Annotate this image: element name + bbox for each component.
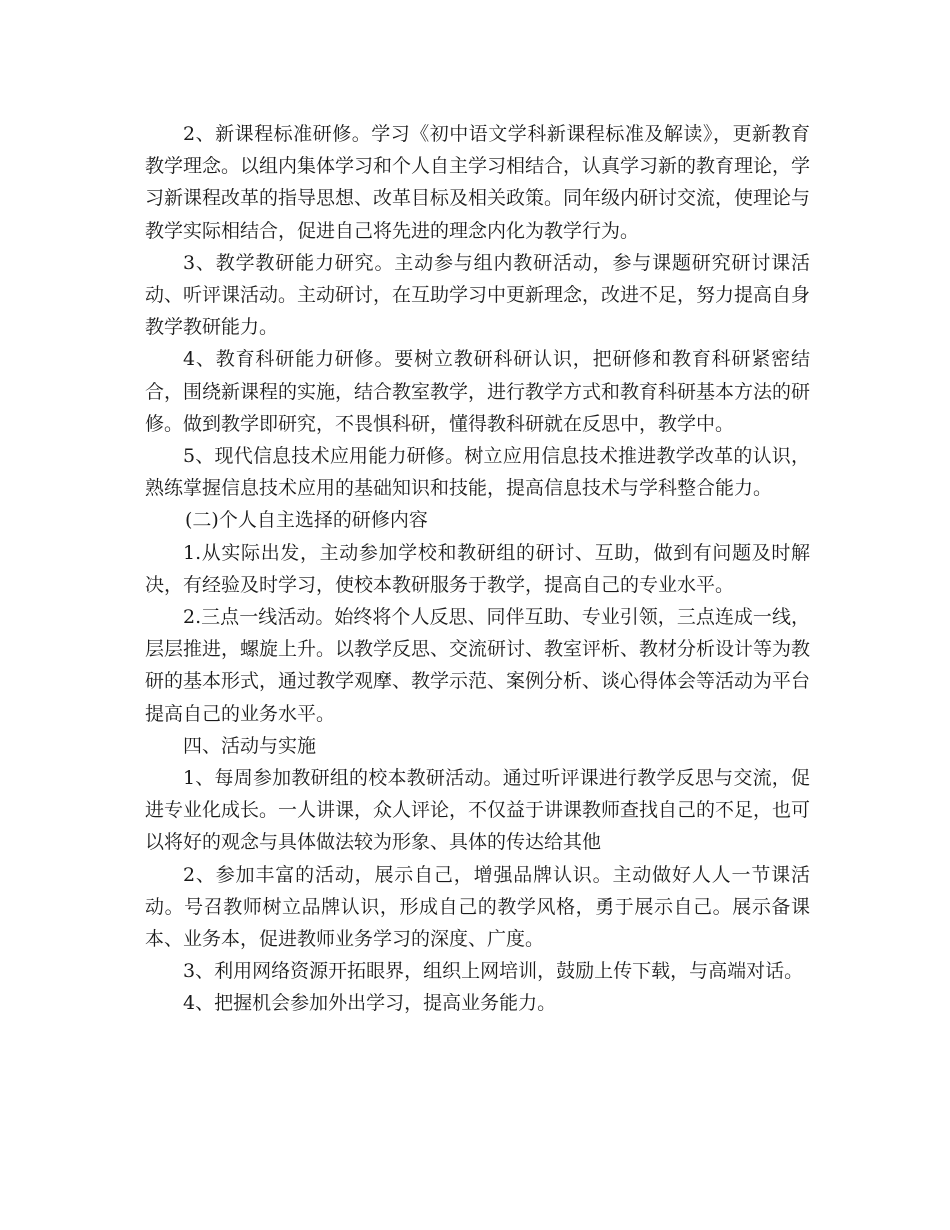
heading-activities: 四、活动与实施 <box>183 734 317 757</box>
paragraph-it-application: 5、现代信息技术应用能力研修。树立应用信息技术推进教学改革的认识，熟练掌握信息技术应用的基础知识和技能，提高信息技术与学科整合能力。 <box>145 445 810 500</box>
paragraph-rich-activities: 2、参加丰富的活动，展示自己，增强品牌认识。主动做好人人一节课活动。号召教师树立品牌认识，形成自己的教学风格，勇于展示自己。展示备课本、业务本，促进教师业务学习的深度、广度。 <box>145 863 810 951</box>
document-page <box>145 118 810 1020</box>
paragraph-new-curriculum: 2、新课程标准研修。学习《初中语文学科新课程标准及解读》，更新教育教学理念。以组内集体学习和个人自主学习相结合，认真学习新的教育理论，学习新课程改革的指导思想、改革目标及相关政策。同年级内研讨交流，使理论与教学实际相结合，促进自己将先进的理念内化为教学行为。 <box>145 123 811 242</box>
paragraph-three-points: 2.三点一线活动。始终将个人反思、同伴互助、专业引领，三点连成一线，层层推进，螺旋上升。以教学反思、交流研讨、教室评析、教材分析设计等为教研的基本形式，通过教学观摩、教学示范、案例分析、谈心得体会等活动为平台提高自己的业务水平。 <box>145 606 811 725</box>
paragraph-weekly-activity: 1、每周参加教研组的校本教研活动。通过听评课进行教学反思与交流，促进专业化成长。一人讲课，众人评论，不仅益于讲课教师查找自己的不足，也可以将好的观念与具体做法较为形象、具体的传达给其他 <box>145 767 811 854</box>
paragraph-education-research: 4、教育科研能力研修。要树立教研科研认识，把研修和教育科研紧密结合，围绕新课程的实施，结合教室教学，进行教学方式和教育科研基本方法的研修。做到教学即研究，不畏惧科研，懂得教科研就在反思中，教学中。 <box>145 348 811 435</box>
paragraph-external-learning: 4、把握机会参加外出学习，提高业务能力。 <box>183 992 557 1015</box>
paragraph-network-resources: 3、利用网络资源开拓眼界，组织上网培训，鼓励上传下载，与高端对话。 <box>183 960 804 983</box>
paragraph-teaching-research: 3、教学教研能力研究。主动参与组内教研活动，参与课题研究研讨课活动、听评课活动。主动研讨，在互助学习中更新理念，改进不足，努力提高自身教学教研能力。 <box>145 251 811 339</box>
heading-self-selected-content: (二)个人自主选择的研修内容 <box>185 509 428 532</box>
paragraph-practice: 1.从实际出发，主动参加学校和教研组的研讨、互助，做到有问题及时解决，有经验及时学习，使校本教研服务于教学，提高自己的专业水平。 <box>145 541 810 596</box>
